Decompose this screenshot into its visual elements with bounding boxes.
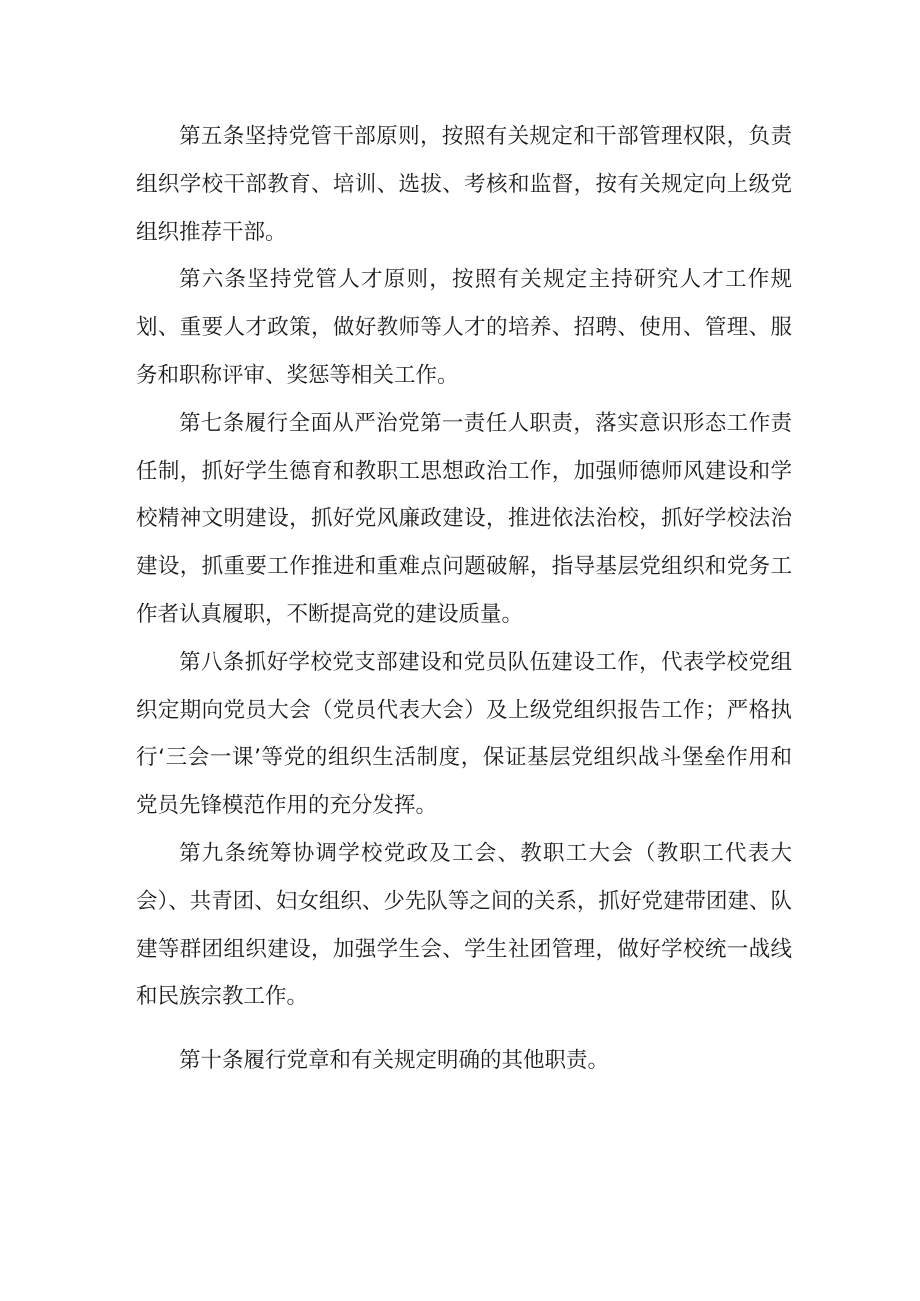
- article-8-paragraph: 第八条抓好学校党支部建设和党员队伍建设工作，代表学校党组织定期向党员大会（党员代表大会）及上级党组织报告工作；严格执行‘三会一课’等党的组织生活制度，保证基层党组织战斗堡垒作用和党员先锋模范作用的充分发挥。: [136, 649, 792, 819]
- article-10-paragraph: 第十条履行党章和有关规定明确的其他职责。: [179, 1048, 610, 1074]
- article-7-paragraph: 第七条履行全面从严治党第一责任人职责，落实意识形态工作责任制，抓好学生德育和教职工思想政治工作，加强师德师风建设和学校精神文明建设，抓好党风廉政建设，推进依法治校，抓好学校法治建设，抓重要工作推进和重难点问题破解，指导基层党组织和党务工作者认真履职，不断提高党的建设质量。: [136, 410, 792, 627]
- article-5-paragraph: 第五条坚持党管干部原则，按照有关规定和干部管理权限，负责组织学校干部教育、培训、选拔、考核和监督，按有关规定向上级党组织推荐干部。: [136, 124, 792, 245]
- article-6-paragraph: 第六条坚持党管人才原则，按照有关规定主持研究人才工作规划、重要人才政策，做好教师等人才的培养、招聘、使用、管理、服务和职称评审、奖惩等相关工作。: [136, 267, 792, 388]
- article-9-paragraph: 第九条统筹协调学校党政及工会、教职工大会（教职工代表大会）、共青团、妇女组织、少先队等之间的关系，抓好党建带团建、队建等群团组织建设，加强学生会、学生社团管理，做好学校统一战线和民族宗教工作。: [136, 840, 792, 1010]
- document-body: [136, 113, 792, 1085]
